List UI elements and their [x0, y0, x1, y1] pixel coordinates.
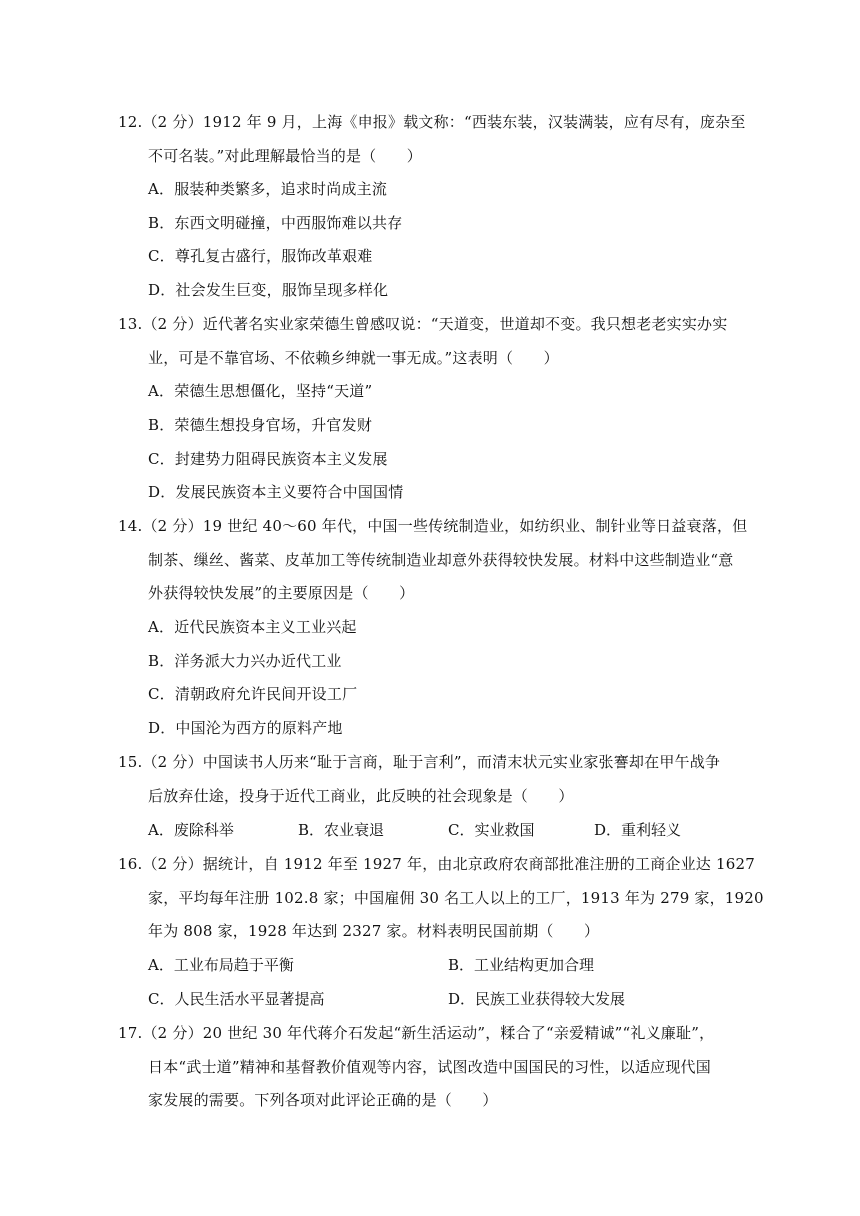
question-14-option-c[interactable]: C．清朝政府允许民间开设工厂	[148, 685, 358, 703]
question-13-option-c[interactable]: C．封建势力阻碍民族资本主义发展	[148, 450, 388, 468]
question-15-option-b[interactable]: B．农业衰退	[298, 821, 385, 839]
question-13-line-1: 13.（2 分）近代著名实业家荣德生曾感叹说：“天道变，世道却不变。我只想老老实实办实	[118, 315, 728, 333]
question-16-option-c[interactable]: C．人民生活水平显著提高	[148, 990, 325, 1008]
question-16-line-2: 家，平均每年注册 102.8 家；中国雇佣 30 名工人以上的工厂，1913 年为 279 家，1920	[148, 889, 764, 907]
question-12-option-a[interactable]: A．服装种类繁多，追求时尚成主流	[148, 180, 388, 198]
question-14-option-b[interactable]: B．洋务派大力兴办近代工业	[148, 652, 342, 670]
question-17-line-2: 日本“武士道”精神和基督教价值观等内容，试图改造中国国民的习性，以适应现代国	[148, 1058, 711, 1076]
question-16-option-d[interactable]: D．民族工业获得较大发展	[448, 990, 626, 1008]
question-14-option-a[interactable]: A．近代民族资本主义工业兴起	[148, 618, 357, 636]
question-12-line-1: 12.（2 分）1912 年 9 月，上海《申报》载文称：“西装东装，汉装满装，应有尽有，庞杂至	[118, 113, 746, 131]
question-14-option-d[interactable]: D．中国沦为西方的原料产地	[148, 719, 343, 737]
question-12-option-b[interactable]: B．东西文明碰撞，中西服饰难以共存	[148, 214, 403, 232]
question-14-line-1: 14.（2 分）19 世纪 40～60 年代，中国一些传统制造业，如纺织业、制针业等日益衰落，但	[118, 517, 748, 535]
question-15-line-2: 后放弃仕途，投身于近代工商业，此反映的社会现象是（ ）	[148, 787, 574, 805]
question-14-line-3: 外获得较快发展”的主要原因是（ ）	[148, 584, 415, 602]
question-13-option-d[interactable]: D．发展民族资本主义要符合中国国情	[148, 483, 404, 501]
question-14-line-2: 制茶、缫丝、酱菜、皮革加工等传统制造业却意外获得较快发展。材料中这些制造业“意	[148, 551, 734, 569]
question-15-line-1: 15.（2 分）中国读书人历来“耻于言商，耻于言利”，而清末状元实业家张謇却在甲午战争	[118, 753, 721, 771]
question-12-option-c[interactable]: C．尊孔复古盛行，服饰改革艰难	[148, 247, 373, 265]
question-15-option-c[interactable]: C．实业救国	[448, 821, 535, 839]
question-12-line-2: 不可名装。”对此理解最恰当的是（ ）	[148, 147, 422, 165]
question-17-line-3: 家发展的需要。下列各项对此评论正确的是（ ）	[148, 1091, 498, 1109]
question-13-option-b[interactable]: B．荣德生想投身官场，升官发财	[148, 416, 373, 434]
question-13-line-2: 业，可是不靠官场、不依赖乡绅就一事无成。”这表明（ ）	[148, 349, 559, 367]
question-15-option-d[interactable]: D．重利轻义	[594, 821, 682, 839]
question-16-line-1: 16.（2 分）据统计，自 1912 年至 1927 年，由北京政府农商部批准注册的工商企业达 1627	[118, 855, 755, 873]
question-15-option-a[interactable]: A．废除科举	[148, 821, 234, 839]
question-16-option-a[interactable]: A．工业布局趋于平衡	[148, 956, 294, 974]
question-16-line-3: 年为 808 家，1928 年达到 2327 家。材料表明民国前期（ ）	[148, 922, 600, 940]
question-17-line-1: 17.（2 分）20 世纪 30 年代蒋介石发起“新生活运动”，糅合了“亲爱精诚”“礼义廉耻”，	[118, 1024, 715, 1042]
question-13-option-a[interactable]: A．荣德生思想僵化，坚持“天道”	[148, 382, 373, 400]
question-16-option-b[interactable]: B．工业结构更加合理	[448, 956, 595, 974]
question-12-option-d[interactable]: D．社会发生巨变，服饰呈现多样化	[148, 281, 389, 299]
